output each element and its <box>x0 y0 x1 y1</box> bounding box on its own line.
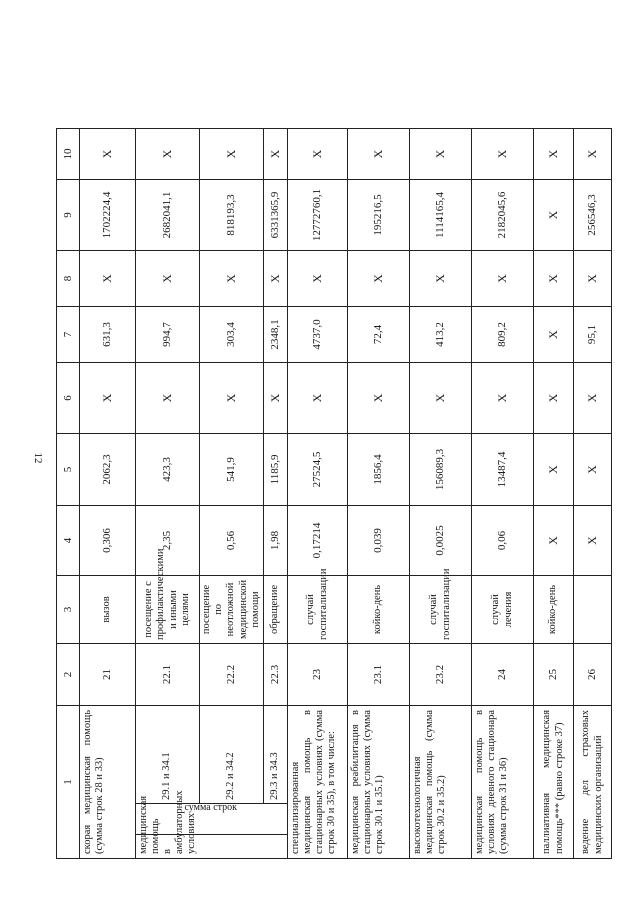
cell-c5: 423,3 <box>136 433 200 505</box>
cell-c8: X <box>200 250 264 306</box>
row-unit: вызов <box>80 575 136 643</box>
cell-c9: 256546,3 <box>574 179 612 250</box>
cell-c8: X <box>410 250 472 306</box>
cell-c4: 0,039 <box>348 505 410 575</box>
row-sub: 29.3 и 34.3 <box>264 705 288 803</box>
row-label: специализированная медицинская помощь в стационарных условиях (сумма строк 30 и 35), в том числе: <box>288 705 348 858</box>
row-label: паллиативная медицинская помощь*** (равно строке 37) <box>534 705 574 858</box>
cell-c4: 2,35 <box>136 505 200 575</box>
table-row <box>534 46 574 858</box>
col-header-3: 3 <box>57 575 80 643</box>
row-code: 21 <box>80 643 136 705</box>
cell-c9: 818193,3 <box>200 179 264 250</box>
cell-c4: 0,306 <box>80 505 136 575</box>
cell-c6: X <box>288 362 348 433</box>
cell-c10: X <box>200 128 264 179</box>
row-label: скорая медицинская помощь (сумма строк 28 и 33) <box>80 705 136 858</box>
cell-c7: 994,7 <box>136 306 200 362</box>
cell-c4: 0,0025 <box>410 505 472 575</box>
cell-c4: 0,06 <box>472 505 534 575</box>
table-row <box>264 46 288 858</box>
sum-label-text: сумма строк <box>184 802 238 813</box>
header-row <box>57 46 80 858</box>
cell-c10: X <box>410 128 472 179</box>
cell-c6: X <box>80 362 136 433</box>
cell-c4: 1,98 <box>264 505 288 575</box>
cell-c5: 541,9 <box>200 433 264 505</box>
cell-c7: 413,2 <box>410 306 472 362</box>
cell-c7: 4737,0 <box>288 306 348 362</box>
cell-c7: 631,3 <box>80 306 136 362</box>
cell-c6: X <box>200 362 264 433</box>
row-code: 23 <box>288 643 348 705</box>
row-unit: посещение по неотложной медицинской помощи <box>200 575 264 643</box>
row-code: 25 <box>534 643 574 705</box>
cell-c6: X <box>534 362 574 433</box>
row-unit: посещение с профилактическими и иными целями <box>136 575 200 643</box>
row-unit: койко-день <box>534 575 574 643</box>
cell-c10: X <box>348 128 410 179</box>
cell-c6: X <box>348 362 410 433</box>
col-header-10: 10 <box>57 128 80 179</box>
cell-c8: X <box>574 250 612 306</box>
table-row <box>348 46 410 858</box>
cell-c5: 1856,4 <box>348 433 410 505</box>
col-header-7: 7 <box>57 306 80 362</box>
cell-c6: X <box>574 362 612 433</box>
cell-c9: 6331365,9 <box>264 179 288 250</box>
row-code: 26 <box>574 643 612 705</box>
cell-c5: 1185,9 <box>264 433 288 505</box>
cell-c7: 303,4 <box>200 306 264 362</box>
cell-c8: X <box>348 250 410 306</box>
cell-c9: 1114165,4 <box>410 179 472 250</box>
col-header-4: 4 <box>57 505 80 575</box>
cell-c6: X <box>264 362 288 433</box>
row-unit: случай госпитализации <box>410 575 472 643</box>
cell-c7: 809,2 <box>472 306 534 362</box>
table-row <box>472 46 534 858</box>
cell-c9: 2682041,1 <box>136 179 200 250</box>
row-unit: случай госпитализации <box>288 575 348 643</box>
row-label: медицинская помощь в условиях дневного стационара (сумма строк 31 и 36) <box>472 705 534 858</box>
cell-c10: X <box>288 128 348 179</box>
cell-c6: X <box>410 362 472 433</box>
cell-c9: 12772760,1 <box>288 179 348 250</box>
cell-c5: 13487,4 <box>472 433 534 505</box>
table-row <box>410 46 472 858</box>
row-code: 23.2 <box>410 643 472 705</box>
cell-c5: 2062,3 <box>80 433 136 505</box>
cell-c10: X <box>534 128 574 179</box>
cell-c9: 2182045,6 <box>472 179 534 250</box>
cell-c10: X <box>136 128 200 179</box>
page-number: 12 <box>32 452 44 464</box>
cell-c8: X <box>534 250 574 306</box>
row-unit: обращение <box>264 575 288 643</box>
row-label: ведение дел страховых медицинских организаций <box>574 705 612 858</box>
col-header-2: 2 <box>57 643 80 705</box>
row-label: медицинская реабилитация в стационарных условиях (сумма строк 30.1 и 35.1) <box>348 705 410 858</box>
col-header-8: 8 <box>57 250 80 306</box>
cell-c7: 2348,1 <box>264 306 288 362</box>
cell-c6: X <box>136 362 200 433</box>
rotated-table-wrapper <box>56 49 604 859</box>
table-row <box>136 46 200 858</box>
cell-c9: 1702224,4 <box>80 179 136 250</box>
cell-c4: X <box>574 505 612 575</box>
row-code: 22.3 <box>264 643 288 705</box>
row-code: 23.1 <box>348 643 410 705</box>
row-unit <box>574 575 612 643</box>
cell-c9: 195216,5 <box>348 179 410 250</box>
financing-table <box>56 46 612 859</box>
table-row <box>200 46 264 858</box>
row-unit: койко-день <box>348 575 410 643</box>
cell-c7: 72,4 <box>348 306 410 362</box>
cell-c8: X <box>472 250 534 306</box>
row-code: 24 <box>472 643 534 705</box>
cell-c7: 95,1 <box>574 306 612 362</box>
row-sub: 29.2 и 34.2 <box>200 705 264 803</box>
cell-c8: X <box>288 250 348 306</box>
cell-c4: X <box>534 505 574 575</box>
row-code: 22.2 <box>200 643 264 705</box>
cell-c10: X <box>574 128 612 179</box>
cell-c4: 0,17214 <box>288 505 348 575</box>
cell-c5: 27524,5 <box>288 433 348 505</box>
cell-c8: X <box>264 250 288 306</box>
row-label: медицинская помощь в амбулаторных условиях <box>136 835 288 859</box>
cell-c5: 156089,3 <box>410 433 472 505</box>
col-header-9: 9 <box>57 179 80 250</box>
cell-c8: X <box>136 250 200 306</box>
cell-c5: X <box>574 433 612 505</box>
cell-c9: X <box>534 179 574 250</box>
cell-c5: X <box>534 433 574 505</box>
row-sub: 29.1 и 34.1 <box>136 705 200 803</box>
cell-c6: X <box>472 362 534 433</box>
col-header-5: 5 <box>57 433 80 505</box>
col-header-6: 6 <box>57 362 80 433</box>
row-unit: случай лечения <box>472 575 534 643</box>
cell-c10: X <box>264 128 288 179</box>
table-row <box>288 46 348 858</box>
row-code: 22.1 <box>136 643 200 705</box>
cell-c10: X <box>472 128 534 179</box>
table-row <box>80 46 136 858</box>
col-header-1: 1 <box>57 705 80 858</box>
table-row <box>574 46 612 858</box>
cell-c4: 0,56 <box>200 505 264 575</box>
row-label: высокотехнологичная медицинская помощь (сумма строк 30.2 и 35.2) <box>410 705 472 858</box>
cell-c10: X <box>80 128 136 179</box>
cell-c7: X <box>534 306 574 362</box>
cell-c8: X <box>80 250 136 306</box>
